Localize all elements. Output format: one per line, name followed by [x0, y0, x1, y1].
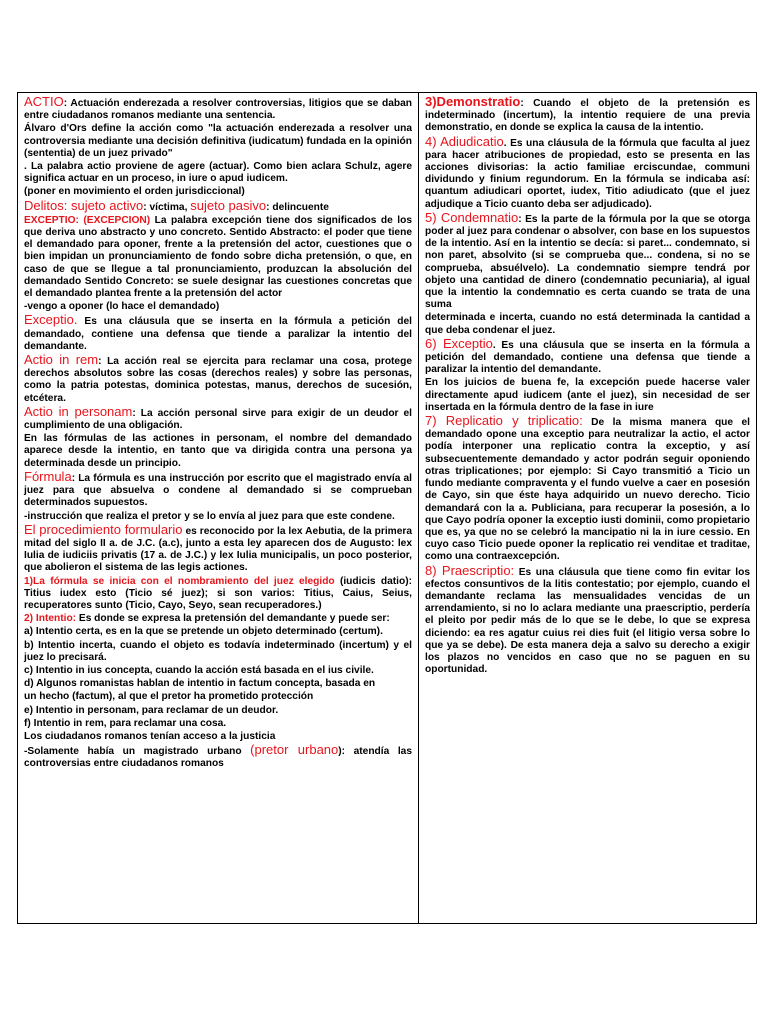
demonstratio-paragraph	[425, 96, 750, 135]
personam-extra: En las fórmulas de las actiones in personam, el nombre del demandado aparece desde la intentio, en tanto que va dirigida contra una persona ya determinada desde un principio.	[24, 433, 412, 469]
left-column	[18, 93, 419, 923]
item-b: b) Intentio incerta, cuando el objeto es todavía indeterminado (incertum) y el juez lo precisará.	[24, 639, 412, 663]
item2-definition: Es donde se expresa la pretensión del demandante y puede ser:	[76, 613, 390, 625]
procedimiento-definition: es reconocido por la lex Aebutia, de la primera mitad del siglo II a. de J.C. (a.c), junto a esta ley aparecen dos de Augusto: lex Iulia de iudiciis privatis (17 a. de J.C.) y lex Iulia municipalis, un poco posterior, que abolieron el sistema de las legis actiones.	[24, 525, 412, 574]
schulz-paragraph: . La palabra actio proviene de agere (actuar). Como bien aclara Schulz, agere significa actuar en un proceso, in iure o apud iudicem.	[24, 161, 412, 185]
pretor-definition: ): atendía las controversias entre ciudadanos romanos	[24, 746, 412, 770]
exceptio-right-term: 6) Exceptio	[425, 335, 493, 351]
exceptio-right-extra: En los juicios de buena fe, la excepción puede hacerse valer directamente apud iudicem (ante el juez), sin necesidad de ser insertada en la fórmula dentro de la fase in iure	[425, 377, 750, 413]
exceptio-paragraph	[24, 215, 412, 300]
personam-definition: : La acción personal sirve para exigir de un deudor el cumplimiento de una obligación.	[24, 407, 412, 432]
formula-paragraph	[24, 468, 412, 510]
item1-term: 1)La fórmula se inicia con el nombramiento del juez elegido	[24, 575, 335, 587]
exceptio-right-definition: . Es una cláusula que se inserta en la fórmula a petición del demandado, contiene una defensa que tiende a paralizar la intentio del demandante.	[425, 339, 750, 376]
replicatio-definition: De la misma manera que el demandado opone una exceptio para neutralizar la actio, el actor podía interponer una replicatio contra la exceptio, y así subsecuentemente demandado y actor podrán seguir oponiendo otras triplicationes; por ejemplo: Si Cayo transmitió a Ticio un fundo mediante compraventa y el fundo vuelve a caer en posesión de Cayo, sin que éste haya adquirido un nuevo derecho. Ticio demandará con la a. Publiciana, para recuperar la posesión, a lo que Cayo podría oponer la exceptio iusti dominii, como propietario que es, ya que no se celebró la mancipatio ni la in iure cessio. En cuyo caso Ticio puede oponer la replicatio rei venditae et traditae, como una contraexcepción.	[425, 417, 750, 563]
item1-definition: (iudicis datio): Titius iudex esto (Ticio sé juez); si son varios: Titius, Caius, Seius, recuperatores sunto (Ticio, Cayo, Seyo, sean recuperadores.)	[24, 575, 412, 611]
exceptio-definition: La palabra excepción tiene dos significados de los que deriva uno abstracto y uno concreto. Sentido Abstracto: el poder que tiene el demandado para oponer, frente a la pretensión del actor, cuestiones que o bien impidan un pronunciamiento de fondo sobre dicha pretensión, o que, en caso de que se llegue a tal pronunciamiento, produzcan la absolución del demandado Sentido Concreto: se suele designar las cuestiones concretas que el demandado plantea frente a la pretensión del actor	[24, 214, 412, 300]
procedimiento-term: El procedimiento formulario	[24, 521, 183, 537]
ors-paragraph: Álvaro d'Ors define la acción como "la actuación enderezada a resolver una controversia mediante una decisión definitiva (iudicatum) fundada en la opinión (sententia) de un juez privado"	[24, 123, 412, 159]
item1-paragraph	[24, 576, 412, 613]
praescriptio-paragraph	[425, 562, 750, 677]
actio-paragraph	[24, 96, 412, 122]
praescriptio-definition: Es una cláusula que tiene como fin evitar los efectos consuntivos de la litis contestatio; por ejemplo, cuando el demandante reclama las mensualidades vencidas de un arrendamiento, si no lo aclara mediante una praescriptio, perdería el pleito por pedir más de lo que se le debe, lo que se expresa diciendo: ea res agatur cuius rei dies fuit (el litigio versa sobre lo que ya se debe). De esta manera deja a salvo su derecho a exigir los plazos no vencidos en caso que no se paguen en su oportunidad.	[425, 566, 750, 676]
rem-paragraph	[24, 354, 412, 405]
vengo-paragraph: -vengo a oponer (lo hace el demandado)	[24, 301, 220, 313]
demonstratio-term: 3)Demonstratio	[425, 94, 521, 109]
right-column	[419, 93, 756, 923]
item2-paragraph	[24, 613, 412, 625]
exceptio-term: EXCEPTIO: (EXCEPCION)	[24, 214, 151, 226]
condemnatio-term: 5) Condemnatio	[425, 209, 519, 225]
delitos-victima: : víctima,	[143, 201, 191, 213]
solamente-text: -Solamente había un magistrado urbano	[24, 746, 251, 758]
formula-definition: : La fórmula es una instrucción por escrito que el magistrado envía al juez para que absuelva o condene al demandado si se comprueban determinados supuestos.	[24, 472, 412, 509]
exceptio2-term: Exceptio.	[24, 312, 78, 328]
adiudicatio-term: 4) Adiudicatio	[425, 133, 504, 149]
praescriptio-term: 8) Praescriptio:	[425, 562, 515, 578]
demonstratio-definition: : Cuando el objeto de la pretensión es indeterminado (incertum), la intentio requiere de una previa demonstratio, en donde se explica la causa de la intentio.	[425, 98, 750, 134]
procedimiento-paragraph	[24, 521, 412, 575]
item-f: f) Intentio in rem, para reclamar una cosa.	[24, 717, 227, 729]
item-d-continued: un hecho (factum), al que el pretor ha prometido protección	[24, 691, 314, 703]
ciudadanos-paragraph: Los ciudadanos romanos tenían acceso a la justicia	[24, 730, 276, 742]
condemnatio-paragraph	[425, 209, 751, 312]
adiudicatio-paragraph	[425, 133, 750, 211]
notes-table	[17, 92, 757, 924]
delitos-term: Delitos: sujeto activo	[24, 197, 144, 213]
rem-definition: : La acción real se ejercita para reclamar una cosa, protege derechos absolutos sobre las cosas (derechos reales) y sobre las personas, como la patria potestas, dominica potestas, manus, derechos de sucesión, etcétera.	[24, 356, 412, 404]
item2-term: 2) Intentio:	[24, 613, 77, 625]
poner-paragraph: (poner en movimiento el orden jurisdiccional)	[24, 186, 245, 198]
pretor-term: (pretor urbano	[250, 742, 339, 758]
item-a: a) Intentio certa, es en la que se pretende un objeto determinado (certum).	[24, 626, 383, 638]
item-d: d) Algunos romanistas hablan de intentio in factum concepta, basada en	[24, 678, 376, 690]
condemnatio-definition: : Es la parte de la fórmula por la que se otorga poder al juez para condenar o absolver, con base en los supuestos de la intentio. Así en la intentio se decía: si paret... condemnato, si non paret, absolvito (si se comprueba que... condena, si no se comprueba, absuélvelo). La condemnatio siempre tendrá por objeto una cantidad de dinero (condemnatio pecuniaria), al igual que la intentio la condemnatio es certa cuando se trata de una suma	[425, 213, 751, 311]
actio-definition: : Actuación enderezada a resolver controversias, litigios que se daban entre ciudadanos romanos mediante una sentencia.	[24, 98, 412, 122]
instruccion-paragraph: -instrucción que realiza el pretor y se lo envía al juez para que este condene.	[24, 510, 395, 522]
exceptio-right-paragraph	[425, 335, 750, 377]
delincuente-text: : delincuente	[266, 201, 329, 213]
exceptio2-paragraph	[24, 314, 412, 353]
item-e: e) Intentio in personam, para reclamar de un deudor.	[24, 704, 279, 716]
personam-term: Actio in personam	[24, 403, 133, 419]
condemnatio-extra: determinada e incerta, cuando no está determinada la cantidad a que deba condenar el juez.	[425, 312, 750, 336]
replicatio-term: 7) Replicatio y triplicatio:	[425, 413, 583, 429]
adiudicatio-definition: . Es una cláusula de la fórmula que faculta al juez para hacer atribuciones de propiedad, esto se presenta en las acciones divisorias: la actio familiae erciscundae, communi dividundo y finium regundorum. En la fórmula se indicaba así: quantum adiudicari oportet, iudex, Titio adiudicato (que el juez adjudique a Ticio cuanto deba ser adjudicado).	[425, 137, 750, 210]
replicatio-paragraph	[425, 415, 750, 563]
rem-term: Actio in rem	[24, 352, 99, 368]
exceptio2-definition: Es una cláusula que se inserta en la fórmula a petición del demandado, contiene una defensa que tiende a paralizar la intentio del demandante.	[24, 316, 412, 352]
delitos-paragraph	[24, 197, 412, 214]
solamente-paragraph	[24, 744, 412, 770]
personam-paragraph	[24, 403, 412, 432]
actio-term: ACTIO	[24, 94, 64, 109]
sujeto-pasivo-term: sujeto pasivo	[190, 197, 267, 213]
formula-term: Fórmula	[24, 468, 72, 484]
item-c: c) Intentio in ius concepta, cuando la acción está basada en el ius civile.	[24, 664, 374, 676]
